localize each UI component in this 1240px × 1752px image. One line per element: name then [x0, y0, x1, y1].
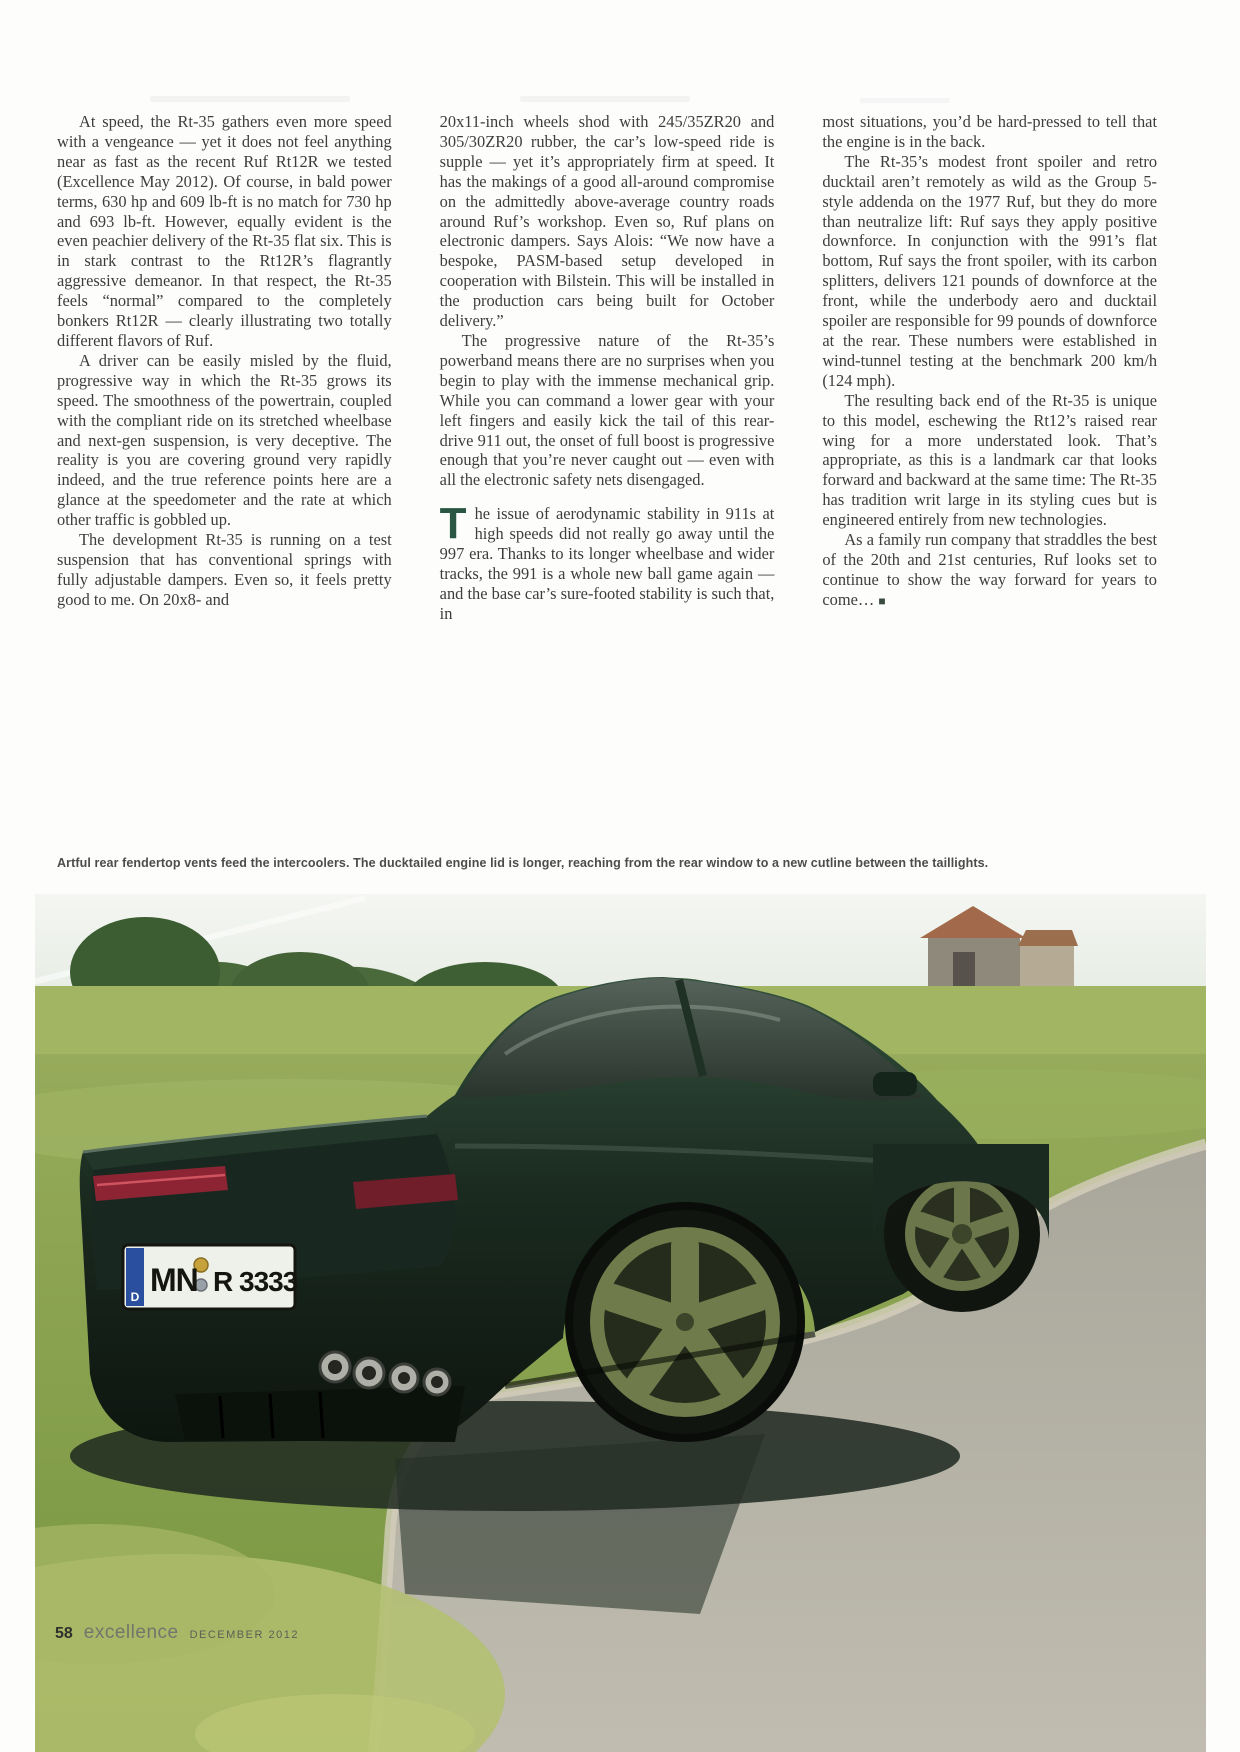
car-cast-shadow: [395, 1434, 765, 1614]
issue-date: DECEMBER 2012: [189, 1629, 299, 1641]
drop-cap: T: [439, 499, 467, 549]
paragraph: A driver can be easily misled by the fluid, progressive way in which the Rt-35 grows its speed. The smoothness of the powertrain, coupled with the compliant ride on its stretched wheelbase and next-gen suspension, is very deceptive. The reality is you are covering ground very rapidly indeed, and the true reference points here are a glance at the speedometer and the rate at which other traffic is gobbled up.: [57, 350, 392, 530]
paragraph: The development Rt-35 is running on a test suspension that has conventional springs with fully adjustable dampers. Even so, it feels pretty good to me. On 20x8- and: [57, 530, 392, 609]
print-smudge: [150, 96, 350, 102]
paragraph: [822, 530, 1157, 612]
paragraph: 20x11-inch wheels shod with 245/35ZR20 and 305/30ZR20 rubber, the car’s low-speed ride is supple — yet it’s appropriately firm at speed. It has the makings of a good all-around compromise on the admittedly above-average country roads around Ruf’s workshop. Even so, Ruf plans on electronic dampers. Says Alois: “We now have a bespoke, PASM-based setup developed in cooperation with Bilstein. This will be installed in the production cars being built for October delivery.”: [439, 112, 775, 331]
article-end-mark-icon: ■: [878, 593, 886, 608]
car-photo: [35, 894, 1206, 1752]
paragraph: The resulting back end of the Rt-35 is unique to this model, eschewing the Rt12’s raised rear wing for a more understated look. That’s appropriate, as this is a landmark car that looks forward and backward at the same time: The Rt-35 has tradition writ large in its styling cues but is engineered entirely from new technologies.: [822, 390, 1158, 530]
rear-wheel: [569, 1206, 801, 1438]
euro-band-letter: D: [130, 1290, 140, 1304]
magazine-logo: excellence: [83, 1622, 179, 1643]
page-footer: [55, 1622, 299, 1644]
print-smudge: [860, 98, 950, 103]
paragraph: The Rt-35’s modest front spoiler and retro ducktail aren’t remotely as wild as the Group 5-style addenda on the 1977 Ruf, but they do more than neutralize lift: Ruf says they apply positive downforce. In conjunction with the 991’s flat bottom, Ruf says the front spoiler, with its carbon splitters, delivers 121 pounds of downforce at the front, while the underbody aero and ducktail spoiler are responsible for 99 pounds of downforce at the rear. These numbers were established in wind-tunnel testing at the benchmark 200 km/h (124 mph).: [822, 151, 1158, 390]
plate-city-code: MN: [150, 1262, 198, 1298]
paragraph-text: he issue of aerodynamic stability in 911s at high speeds did not really go away until the 997 era. Thanks to its longer wheelbase and wider tracks, the 991 is a whole new ball game again — and the base car’s sure-footed stability is such that, in: [439, 504, 775, 623]
article-body: [57, 112, 1157, 624]
photo-caption: Artful rear fendertop vents feed the intercoolers. The ducktailed engine lid is longer, reaching from the rear window to a new cutline between the taillights.: [57, 856, 989, 870]
paragraph-with-dropcap: [439, 499, 775, 623]
article-column-2: [440, 112, 775, 624]
paragraph: At speed, the Rt-35 gathers even more speed with a vengeance — yet it does not feel anything near as fast as the recent Ruf Rt12R we tested (Excellence May 2012). Of course, in bald power terms, 630 hp and 609 lb-ft is no match for 730 hp and 693 lb-ft. However, equally evident is the even peachier delivery of the Rt-35 flat six. This is in stark contrast to the Rt12R’s flagrantly aggressive demeanor. In that respect, the Rt-35 feels “normal” compared to the completely bonkers Rt12R — clearly illustrating two totally different flavors of Ruf.: [57, 112, 392, 350]
side-mirror: [873, 1072, 917, 1096]
plate-number: R 3333: [213, 1266, 298, 1297]
license-plate: [123, 1245, 298, 1309]
paragraph: The progressive nature of the Rt-35’s powerband means there are no surprises when you begin to play with the immense mechanical grip. While you can command a lower gear with your left fingers and easily kick the tail of this rear-drive 911 out, the onset of full boost is progressive enough that you’re never caught out — even with all the electronic safety nets disengaged.: [439, 330, 775, 490]
article-column-1: [57, 112, 392, 624]
paragraph: most situations, you’d be hard-pressed to tell that the engine is in the back.: [822, 112, 1158, 151]
paragraph-text: As a family run company that straddles the best of the 20th and 21st centuries, Ruf looks set to continue to show the way forward for years to come…: [822, 530, 1158, 609]
page-number: 58: [55, 1625, 73, 1642]
print-smudge: [520, 96, 690, 102]
article-column-3: [822, 112, 1157, 624]
